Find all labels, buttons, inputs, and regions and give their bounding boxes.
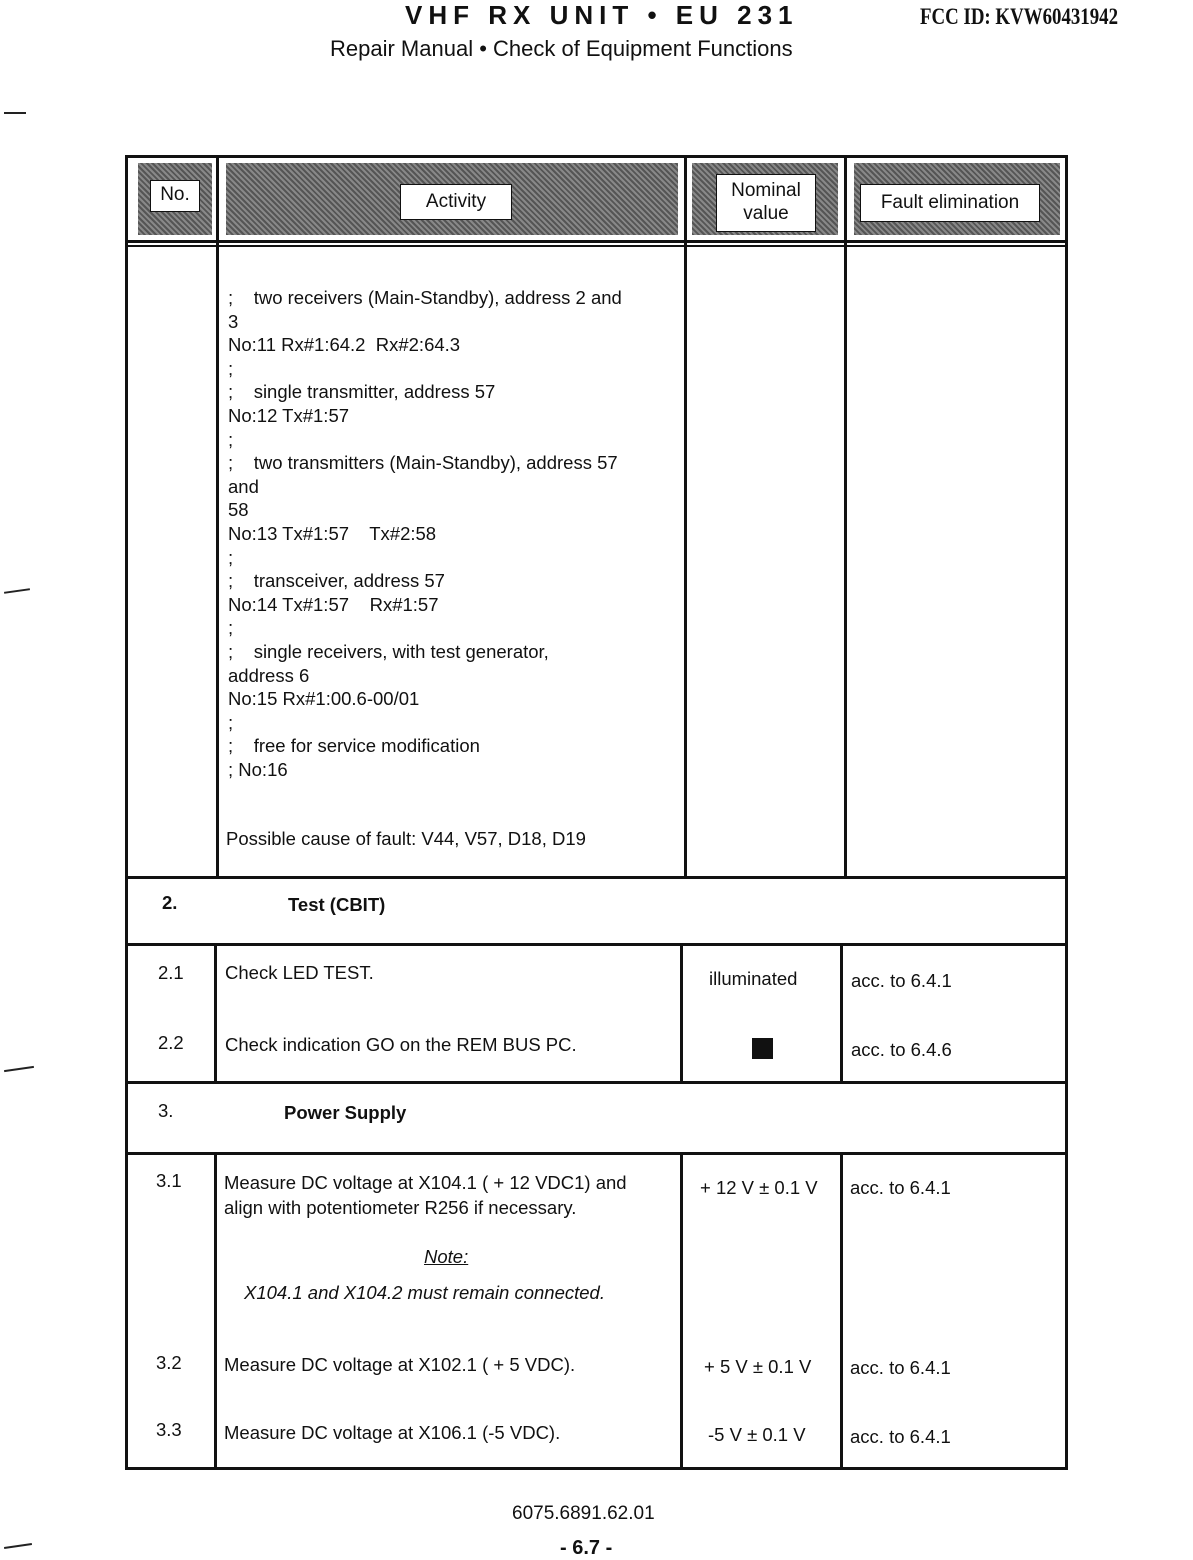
row-divider bbox=[128, 943, 1065, 946]
header-divider bbox=[128, 240, 1065, 243]
row-divider bbox=[128, 876, 1065, 879]
column-divider bbox=[216, 158, 219, 876]
activity-line: ; single transmitter, address 57 bbox=[228, 381, 496, 403]
activity-line: ; No:16 bbox=[228, 758, 288, 780]
section-number: 3. bbox=[158, 1100, 174, 1121]
row-activity: Measure DC voltage at X106.1 (-5 VDC). bbox=[224, 1422, 561, 1443]
activity-line: No:12 Tx#1:57 bbox=[228, 404, 350, 426]
row-fault: acc. to 6.4.6 bbox=[851, 1039, 952, 1060]
row-fault: acc. to 6.4.1 bbox=[850, 1426, 951, 1447]
document-title: VHF RX UNIT • EU 231 bbox=[405, 0, 799, 30]
activity-line: ; bbox=[228, 428, 234, 450]
row-activity: Check indication GO on the REM BUS PC. bbox=[225, 1034, 577, 1055]
activity-line: ; bbox=[228, 546, 234, 568]
column-header-nominal-line1: Nominal bbox=[731, 180, 801, 201]
activity-line: ; two receivers (Main-Standby), address 2 and bbox=[228, 287, 622, 308]
activity-line: ; bbox=[228, 711, 234, 733]
fault-cause: Possible cause of fault: V44, V57, D18, D19 bbox=[226, 828, 586, 849]
margin-mark bbox=[4, 112, 26, 114]
document-code: 6075.6891.62.01 bbox=[512, 1503, 655, 1524]
activity-line: No:13 Tx#1:57 Tx#2:58 bbox=[228, 522, 437, 544]
row-fault: acc. to 6.4.1 bbox=[851, 970, 952, 991]
column-divider bbox=[844, 158, 847, 876]
activity-line: ; transceiver, address 57 bbox=[228, 570, 445, 592]
section-title: Power Supply bbox=[284, 1102, 407, 1123]
row-divider bbox=[128, 1081, 1065, 1084]
section-title: Test (CBIT) bbox=[288, 894, 386, 915]
activity-line: ; bbox=[228, 617, 234, 639]
activity-line: No:11 Rx#1:64.2 Rx#2:64.3 bbox=[228, 334, 461, 356]
row-nominal: illuminated bbox=[709, 968, 798, 989]
row-number: 3.1 bbox=[156, 1170, 182, 1191]
row-fault: acc. to 6.4.1 bbox=[850, 1177, 951, 1198]
row-number: 2.2 bbox=[158, 1032, 184, 1053]
column-header-nominal-line2: value bbox=[743, 203, 789, 224]
page-number: - 6.7 - bbox=[560, 1537, 613, 1559]
activity-line: 3 bbox=[228, 310, 239, 332]
margin-mark bbox=[4, 1066, 34, 1072]
activity-line: ; free for service modification bbox=[228, 735, 480, 757]
row-activity-cont: align with potentiometer R256 if necessary. bbox=[224, 1197, 577, 1218]
column-header-no: No. bbox=[150, 180, 200, 212]
row-nominal: + 5 V ± 0.1 V bbox=[704, 1356, 812, 1377]
go-indicator-icon bbox=[752, 1038, 773, 1059]
activity-line: and bbox=[228, 475, 259, 497]
column-header-fault: Fault elimination bbox=[860, 184, 1040, 222]
row-activity: Check LED TEST. bbox=[225, 962, 374, 983]
note-label: Note: bbox=[424, 1246, 469, 1267]
column-divider bbox=[840, 943, 843, 1081]
margin-mark bbox=[4, 588, 30, 594]
margin-mark bbox=[4, 1543, 32, 1549]
fcc-id: FCC ID: KVW60431942 bbox=[920, 4, 1119, 29]
column-divider bbox=[214, 943, 217, 1081]
activity-line: 58 bbox=[228, 499, 249, 521]
activity-line: No:14 Tx#1:57 Rx#1:57 bbox=[228, 593, 439, 615]
row-number: 2.1 bbox=[158, 962, 184, 983]
column-divider bbox=[680, 1152, 683, 1470]
activity-line: ; single receivers, with test generator, bbox=[228, 640, 549, 662]
column-divider bbox=[214, 1152, 217, 1470]
row-divider bbox=[128, 1152, 1065, 1155]
activity-line: ; bbox=[228, 357, 234, 379]
row-activity: Measure DC voltage at X104.1 ( + 12 VDC1) and bbox=[224, 1172, 627, 1193]
header-divider-inner bbox=[128, 245, 1065, 247]
column-divider bbox=[840, 1152, 843, 1470]
column-header-activity: Activity bbox=[400, 184, 512, 220]
row-nominal: + 12 V ± 0.1 V bbox=[700, 1177, 818, 1198]
row-fault: acc. to 6.4.1 bbox=[850, 1357, 951, 1378]
row-activity: Measure DC voltage at X102.1 ( + 5 VDC). bbox=[224, 1354, 576, 1375]
section-number: 2. bbox=[162, 892, 178, 913]
column-header-nominal bbox=[716, 174, 816, 232]
note-text: X104.1 and X104.2 must remain connected. bbox=[244, 1282, 605, 1303]
document-subtitle: Repair Manual • Check of Equipment Functions bbox=[330, 36, 793, 61]
row-nominal: -5 V ± 0.1 V bbox=[708, 1424, 806, 1445]
activity-line: address 6 bbox=[228, 664, 310, 686]
continuation-activity bbox=[228, 286, 688, 781]
activity-line: No:15 Rx#1:00.6-00/01 bbox=[228, 688, 420, 710]
column-divider bbox=[680, 943, 683, 1081]
function-check-table bbox=[125, 155, 1068, 1470]
row-number: 3.2 bbox=[156, 1352, 182, 1373]
row-number: 3.3 bbox=[156, 1419, 182, 1440]
activity-line: ; two transmitters (Main-Standby), address 57 bbox=[228, 452, 618, 474]
